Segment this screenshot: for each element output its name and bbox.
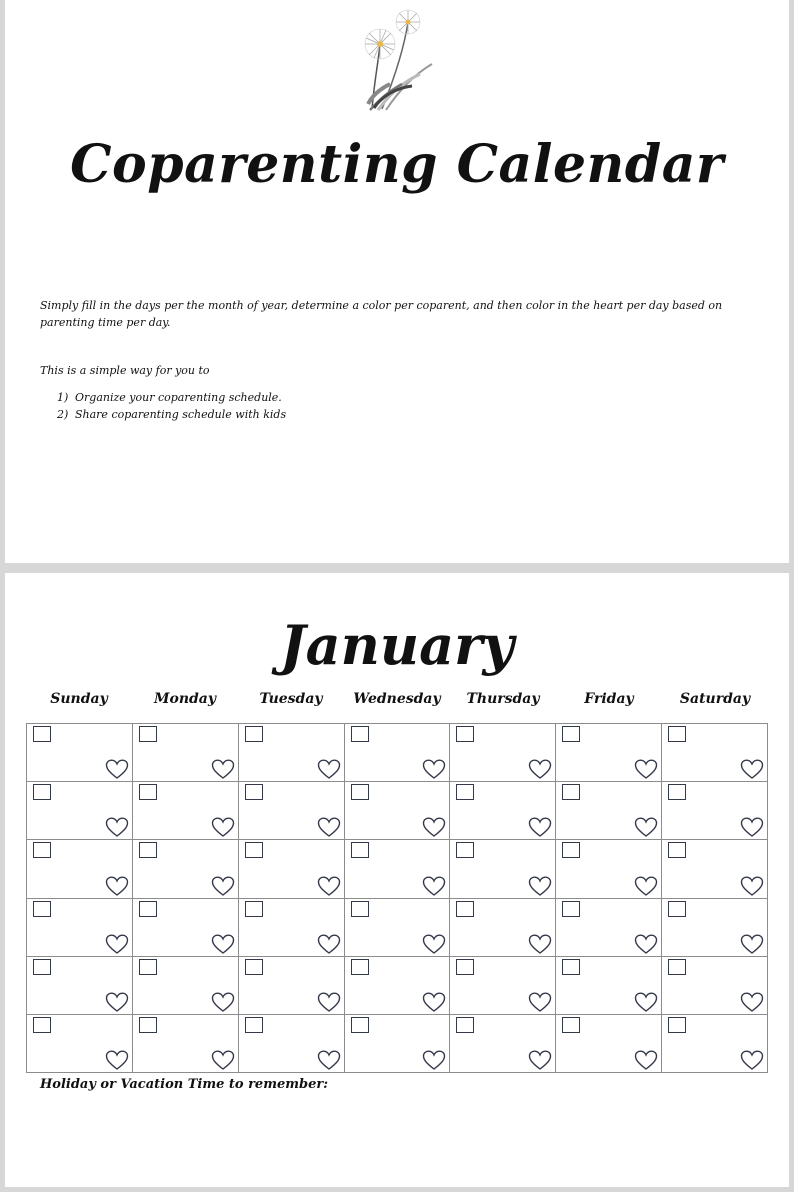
heart-icon[interactable] (105, 934, 129, 955)
date-box[interactable] (33, 726, 51, 742)
calendar-page (5, 573, 789, 1187)
date-box[interactable] (456, 726, 474, 742)
calendar-day-cell[interactable] (556, 840, 662, 898)
calendar-day-cell[interactable] (133, 1015, 239, 1073)
heart-icon[interactable] (105, 1050, 129, 1071)
calendar-day-cell[interactable] (27, 724, 133, 782)
heart-icon[interactable] (211, 992, 235, 1013)
calendar-day-cell[interactable] (133, 899, 239, 957)
calendar-day-cell[interactable] (345, 957, 451, 1015)
date-box[interactable] (351, 784, 369, 800)
date-box[interactable] (668, 726, 686, 742)
heart-icon[interactable] (740, 759, 764, 780)
date-box[interactable] (351, 901, 369, 917)
calendar-day-cell[interactable] (662, 899, 768, 957)
calendar-day-cell[interactable] (239, 782, 345, 840)
date-box[interactable] (351, 726, 369, 742)
date-box[interactable] (668, 1017, 686, 1033)
heart-icon[interactable] (211, 759, 235, 780)
step-text: Share coparenting schedule with kids (75, 408, 287, 421)
heart-icon[interactable] (528, 759, 552, 780)
date-box[interactable] (668, 901, 686, 917)
heart-icon[interactable] (317, 876, 341, 897)
holiday-notes-label: Holiday or Vacation Time to remember: (40, 1077, 328, 1092)
heart-icon[interactable] (634, 992, 658, 1013)
date-box[interactable] (245, 784, 263, 800)
calendar-day-cell[interactable] (662, 957, 768, 1015)
date-box[interactable] (456, 842, 474, 858)
heart-icon[interactable] (740, 934, 764, 955)
date-box[interactable] (139, 784, 157, 800)
date-box[interactable] (33, 842, 51, 858)
calendar-day-cell[interactable] (556, 782, 662, 840)
heart-icon[interactable] (422, 817, 446, 838)
calendar-day-cell[interactable] (662, 840, 768, 898)
date-box[interactable] (456, 1017, 474, 1033)
calendar-day-cell[interactable] (27, 840, 133, 898)
heart-icon[interactable] (317, 1050, 341, 1071)
date-box[interactable] (668, 959, 686, 975)
dandelion-icon (360, 4, 440, 114)
date-box[interactable] (139, 726, 157, 742)
steps-list (57, 389, 286, 423)
date-box[interactable] (562, 1017, 580, 1033)
document-title: Coparenting Calendar (70, 134, 724, 195)
month-title: January (280, 613, 514, 677)
calendar-day-cell[interactable] (133, 840, 239, 898)
date-box[interactable] (245, 842, 263, 858)
heart-icon[interactable] (422, 1050, 446, 1071)
calendar-day-cell[interactable] (239, 724, 345, 782)
date-box[interactable] (245, 959, 263, 975)
calendar-day-cell[interactable] (662, 724, 768, 782)
calendar-day-cell[interactable] (556, 1015, 662, 1073)
calendar-day-cell[interactable] (27, 957, 133, 1015)
weekday-label: Monday (153, 691, 216, 707)
date-box[interactable] (456, 959, 474, 975)
heart-icon[interactable] (634, 817, 658, 838)
step-number: 2) (57, 408, 69, 421)
date-box[interactable] (562, 901, 580, 917)
date-box[interactable] (351, 959, 369, 975)
weekday-label: Wednesday (353, 691, 441, 707)
date-box[interactable] (668, 842, 686, 858)
calendar-day-cell[interactable] (239, 899, 345, 957)
calendar-day-cell[interactable] (27, 1015, 133, 1073)
calendar-grid (26, 723, 768, 1073)
date-box[interactable] (33, 1017, 51, 1033)
heart-icon[interactable] (634, 1050, 658, 1071)
heart-icon[interactable] (422, 992, 446, 1013)
heart-icon[interactable] (317, 992, 341, 1013)
instructions-paragraph: Simply fill in the days per the month of year, determine a color per coparent, and then color in the heart per day based on parenting time per day. (40, 299, 723, 329)
heart-icon[interactable] (211, 876, 235, 897)
heart-icon[interactable] (528, 934, 552, 955)
heart-icon[interactable] (317, 759, 341, 780)
heart-icon[interactable] (528, 1050, 552, 1071)
calendar-day-cell[interactable] (450, 782, 556, 840)
date-box[interactable] (562, 959, 580, 975)
date-box[interactable] (562, 726, 580, 742)
steps-lead: This is a simple way for you to (40, 364, 210, 377)
heart-icon[interactable] (634, 876, 658, 897)
calendar-day-cell[interactable] (27, 782, 133, 840)
calendar-day-cell[interactable] (133, 957, 239, 1015)
calendar-day-cell[interactable] (239, 840, 345, 898)
weekday-label: Tuesday (259, 691, 323, 707)
weekday-label: Saturday (679, 691, 751, 707)
heart-icon[interactable] (740, 817, 764, 838)
weekday-label: Thursday (466, 691, 540, 707)
calendar-day-cell[interactable] (662, 782, 768, 840)
heart-icon[interactable] (317, 934, 341, 955)
list-item (57, 406, 286, 423)
heart-icon[interactable] (317, 817, 341, 838)
calendar-day-cell[interactable] (345, 782, 451, 840)
heart-icon[interactable] (422, 876, 446, 897)
heart-icon[interactable] (105, 992, 129, 1013)
heart-icon[interactable] (211, 934, 235, 955)
calendar-day-cell[interactable] (450, 840, 556, 898)
date-box[interactable] (139, 901, 157, 917)
date-box[interactable] (351, 1017, 369, 1033)
heart-icon[interactable] (528, 992, 552, 1013)
date-box[interactable] (33, 784, 51, 800)
calendar-day-cell[interactable] (556, 724, 662, 782)
date-box[interactable] (245, 726, 263, 742)
heart-icon[interactable] (740, 876, 764, 897)
date-box[interactable] (456, 784, 474, 800)
calendar-day-cell[interactable] (345, 1015, 451, 1073)
calendar-day-cell[interactable] (239, 1015, 345, 1073)
date-box[interactable] (456, 901, 474, 917)
calendar-day-cell[interactable] (450, 957, 556, 1015)
calendar-day-cell[interactable] (27, 899, 133, 957)
calendar-day-cell[interactable] (450, 899, 556, 957)
calendar-day-cell[interactable] (133, 724, 239, 782)
heart-icon[interactable] (105, 759, 129, 780)
calendar-day-cell[interactable] (345, 840, 451, 898)
calendar-day-cell[interactable] (556, 957, 662, 1015)
heart-icon[interactable] (634, 934, 658, 955)
date-box[interactable] (139, 842, 157, 858)
step-text: Organize your coparenting schedule. (75, 391, 282, 404)
weekday-label: Friday (584, 691, 634, 707)
date-box[interactable] (245, 1017, 263, 1033)
heart-icon[interactable] (528, 876, 552, 897)
heart-icon[interactable] (105, 876, 129, 897)
calendar-day-cell[interactable] (450, 724, 556, 782)
weekday-header (26, 691, 768, 713)
date-box[interactable] (245, 901, 263, 917)
date-box[interactable] (139, 959, 157, 975)
calendar-day-cell[interactable] (239, 957, 345, 1015)
heart-icon[interactable] (211, 817, 235, 838)
heart-icon[interactable] (740, 1050, 764, 1071)
intro-page (5, 0, 789, 563)
heart-icon[interactable] (528, 817, 552, 838)
calendar-day-cell[interactable] (133, 782, 239, 840)
date-box[interactable] (33, 901, 51, 917)
date-box[interactable] (668, 784, 686, 800)
calendar-day-cell[interactable] (345, 899, 451, 957)
calendar-day-cell[interactable] (662, 1015, 768, 1073)
date-box[interactable] (562, 842, 580, 858)
heart-icon[interactable] (105, 817, 129, 838)
heart-icon[interactable] (740, 992, 764, 1013)
heart-icon[interactable] (211, 1050, 235, 1071)
date-box[interactable] (139, 1017, 157, 1033)
calendar-day-cell[interactable] (345, 724, 451, 782)
heart-icon[interactable] (634, 759, 658, 780)
heart-icon[interactable] (422, 934, 446, 955)
calendar-day-cell[interactable] (450, 1015, 556, 1073)
date-box[interactable] (562, 784, 580, 800)
date-box[interactable] (351, 842, 369, 858)
date-box[interactable] (33, 959, 51, 975)
weekday-label: Sunday (50, 691, 108, 707)
calendar-day-cell[interactable] (556, 899, 662, 957)
list-item (57, 389, 286, 406)
heart-icon[interactable] (422, 759, 446, 780)
step-number: 1) (57, 391, 69, 404)
